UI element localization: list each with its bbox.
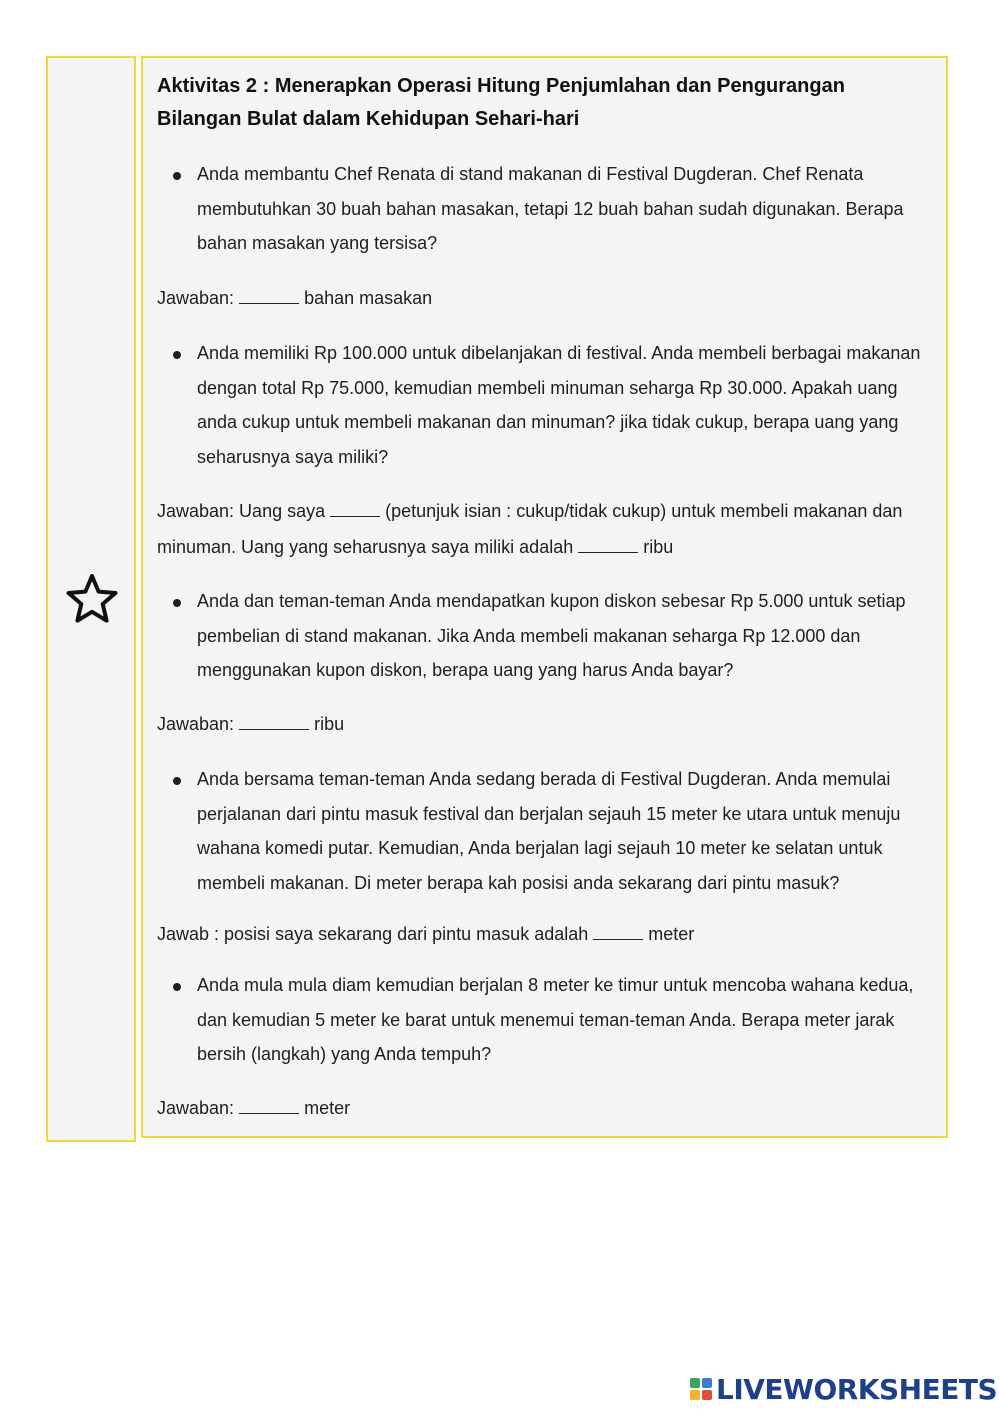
answer-5-prefix: Jawaban: xyxy=(157,1098,235,1118)
answer-4-blank[interactable] xyxy=(593,921,643,940)
question-2-text: Anda memiliki Rp 100.000 untuk dibelanjakan di festival. Anda membeli berbagai makanan dengan total Rp 75.000, kemudian membeli minuman seharga Rp 30.000. Apakah uang anda cukup untuk membeli makanan dan minuman? jika tidak cukup, berapa uang yang seharusnya saya miliki? xyxy=(197,343,921,467)
answer-4 xyxy=(157,916,942,952)
answer-3-suffix: ribu xyxy=(314,714,345,734)
bullet-icon xyxy=(173,983,181,991)
answer-4-prefix: Jawab : posisi saya sekarang dari pintu masuk adalah xyxy=(157,924,589,944)
activity-title: Aktivitas 2 : Menerapkan Operasi Hitung Penjumlahan dan Pengurangan Bilangan Bulat dalam Kehidupan Sehari-hari xyxy=(157,75,845,130)
answer-3-prefix: Jawaban: xyxy=(157,714,235,734)
answer-5 xyxy=(157,1090,942,1126)
answer-2-middle: (petunjuk isian : cukup/tidak cukup) untuk membeli makanan dan minuman. Uang yang seharusnya saya miliki adalah xyxy=(157,501,903,557)
answer-4-suffix: meter xyxy=(648,924,695,944)
bullet-icon xyxy=(173,777,181,785)
answer-5-suffix: meter xyxy=(304,1098,351,1118)
answer-1-prefix: Jawaban: xyxy=(157,288,235,308)
answer-2 xyxy=(157,493,942,565)
answer-3 xyxy=(157,706,942,742)
logo-text: LIVEWORKSHEETS xyxy=(716,1372,998,1406)
activity-panel xyxy=(141,56,948,1138)
answer-2-suffix: ribu xyxy=(643,537,674,557)
logo-grid-icon xyxy=(690,1378,712,1400)
answer-1-blank[interactable] xyxy=(239,285,299,304)
bullet-icon xyxy=(173,172,181,180)
answer-2-blank-a[interactable] xyxy=(330,498,380,517)
liveworksheets-logo xyxy=(690,1372,997,1406)
answer-3-blank[interactable] xyxy=(239,711,309,730)
bullet-icon xyxy=(173,599,181,607)
question-4-text: Anda bersama teman-teman Anda sedang berada di Festival Dugderan. Anda memulai perjalanan dari pintu masuk festival dan berjalan sejauh 15 meter ke utara untuk menuju wahana komedi putar. Kemudian, Anda berjalan lagi sejauh 10 meter ke selatan untuk membeli makanan. Di meter berapa kah posisi anda sekarang dari pintu masuk? xyxy=(197,769,901,893)
answer-5-blank[interactable] xyxy=(239,1095,299,1114)
question-3-text: Anda dan teman-teman Anda mendapatkan kupon diskon sebesar Rp 5.000 untuk setiap pembelian di stand makanan. Jika Anda membeli makanan seharga Rp 12.000 dan menggunakan kupon diskon, berapa uang yang harus Anda bayar? xyxy=(197,591,906,680)
question-1-text: Anda membantu Chef Renata di stand makanan di Festival Dugderan. Chef Renata membutuhkan 30 buah bahan masakan, tetapi 12 buah bahan sudah digunakan. Berapa bahan masakan yang tersisa? xyxy=(197,164,904,253)
star-icon xyxy=(64,572,120,628)
answer-2-prefix: Jawaban: Uang saya xyxy=(157,501,326,521)
bullet-icon xyxy=(173,351,181,359)
side-panel xyxy=(46,56,136,1142)
answer-1-suffix: bahan masakan xyxy=(304,288,433,308)
answer-2-blank-b[interactable] xyxy=(578,534,638,553)
question-5-text: Anda mula mula diam kemudian berjalan 8 meter ke timur untuk mencoba wahana kedua, dan kemudian 5 meter ke barat untuk menemui teman-teman Anda. Berapa meter jarak bersih (langkah) yang Anda tempuh? xyxy=(197,975,914,1064)
answer-1 xyxy=(157,280,942,316)
